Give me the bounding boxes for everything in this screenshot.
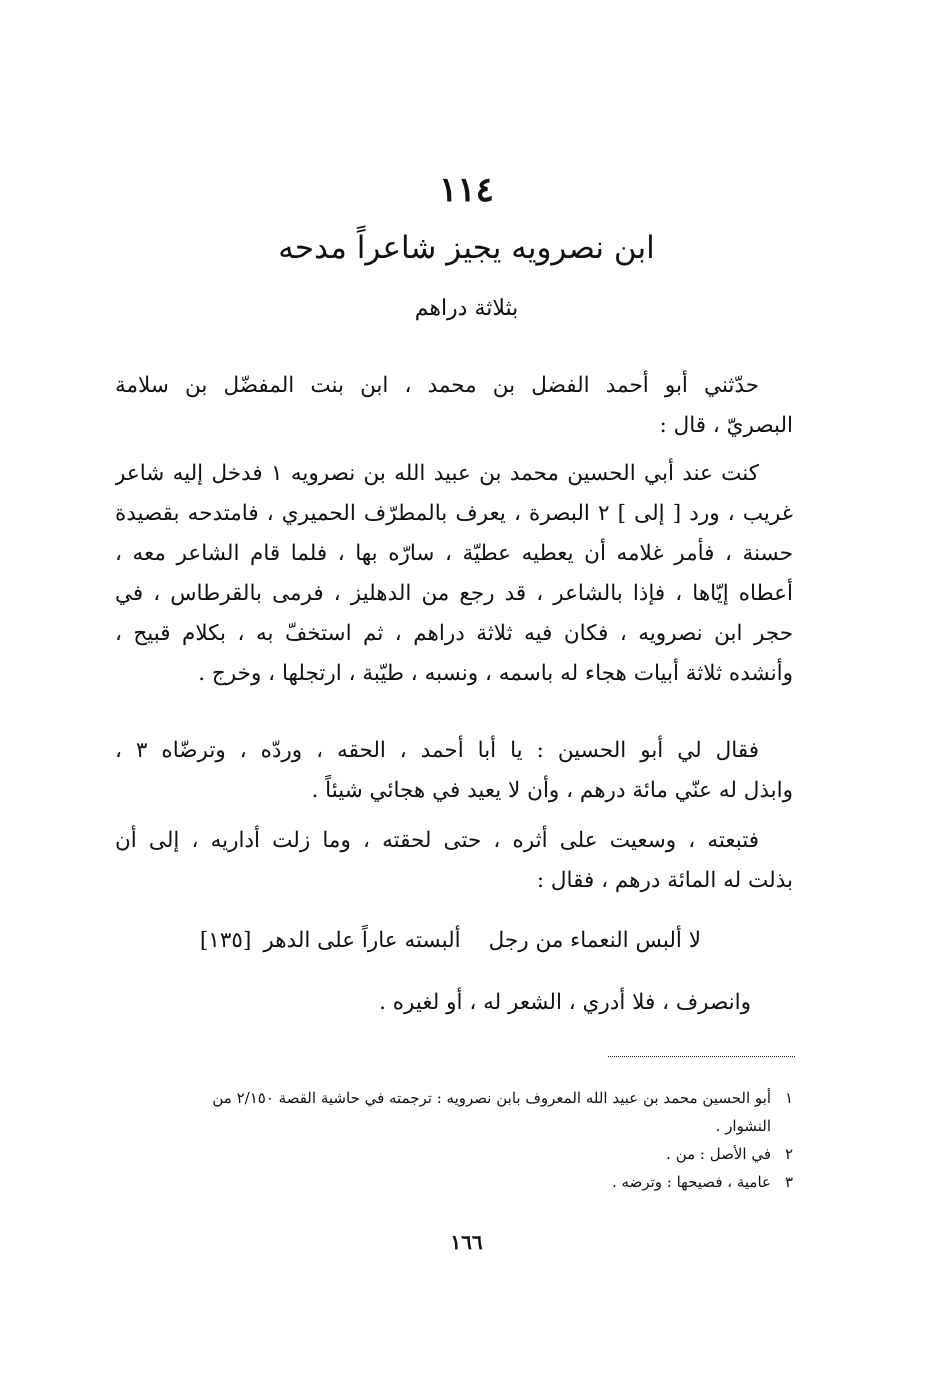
paragraph-1 [115, 366, 793, 446]
poem-verse [200, 921, 701, 961]
text-line: فقال لي أبو الحسين : يا أبا أحمد ، الحقه ، وردّه ، وترضّاه ٣ ، [115, 738, 759, 763]
footnote-continuation: النشوار . [715, 1117, 771, 1135]
footnote-number: ٢ [784, 1145, 793, 1163]
text-line: حسنة ، فأمر غلامه أن يعطيه عطيّة ، سارّه بها ، فلما قام الشاعر معه ، [115, 541, 793, 566]
text-line: وابذل له عنّي مائة درهم ، وأن لا يعيد في هجائي شيئاً . [311, 778, 793, 803]
paragraph-2 [115, 454, 793, 694]
footnote-2 [113, 1140, 793, 1168]
text-line: أعطاه إيّاها ، فإذا بالشاعر ، قد رجع من الدهليز ، فرمى بالقرطاس ، في [115, 581, 793, 606]
story-subtitle: بثلاثة دراهم [414, 296, 519, 321]
text-line: فتبعته ، وسعيت على أثره ، حتى لحقته ، وما زلت أداريه ، إلى أن [115, 828, 759, 853]
page-number: ١٦٦ [450, 1230, 483, 1254]
footnote-text: أبو الحسين محمد بن عبيد الله المعروف بابن نصرويه : ترجمته في حاشية القصة ٢/١٥٠ من [212, 1089, 771, 1107]
story-number: ١١٤ [439, 170, 494, 210]
footnote-text: عامية ، فصيحها : وترضه . [612, 1173, 771, 1191]
text-line: البصريّ ، قال : [659, 413, 793, 438]
text-line: حدّثني أبو أحمد الفضل بن محمد ، ابن بنت المفضّل بن سلامة [115, 373, 759, 398]
footnote-number: ٣ [784, 1173, 793, 1191]
text-line: حجر ابن نصرويه ، فكان فيه ثلاثة دراهم ، ثم استخفّ به ، بكلام قبيح ، [115, 621, 793, 646]
text-line: كنت عند أبي الحسين محمد بن عبيد الله بن نصرويه ١ فدخل إليه شاعر [115, 461, 760, 486]
footnote-1 [113, 1084, 793, 1112]
verse-hemistich-1: لا ألبس النعماء من رجل [488, 928, 701, 953]
text-line: بذلت له المائة درهم ، فقال : [536, 868, 793, 893]
paragraph-4 [115, 821, 793, 901]
footnote-3 [113, 1168, 793, 1196]
verse-reference: [١٣٥] [199, 928, 252, 953]
footnote-number: ١ [784, 1089, 793, 1107]
footnote-divider [608, 1056, 795, 1057]
text-line: غريب ، ورد [ إلى ] ٢ البصرة ، يعرف بالمطرّف الحميري ، فامتدحه بقصيدة [115, 501, 793, 526]
closing-line: وانصرف ، فلا أدري ، الشعر له ، أو لغيره . [379, 990, 751, 1015]
story-title: ابن نصرويه يجيز شاعراً مدحه [278, 230, 655, 266]
verse-hemistich-2: ألبسته عاراً على الدهر [263, 928, 461, 953]
text-line: وأنشده ثلاثة أبيات هجاء له باسمه ، ونسبه ، طيّبة ، ارتجلها ، وخرج . [198, 661, 793, 686]
footnotes [113, 1084, 793, 1196]
paragraph-3 [115, 731, 793, 811]
footnote-text: في الأصل : من . [666, 1145, 771, 1163]
